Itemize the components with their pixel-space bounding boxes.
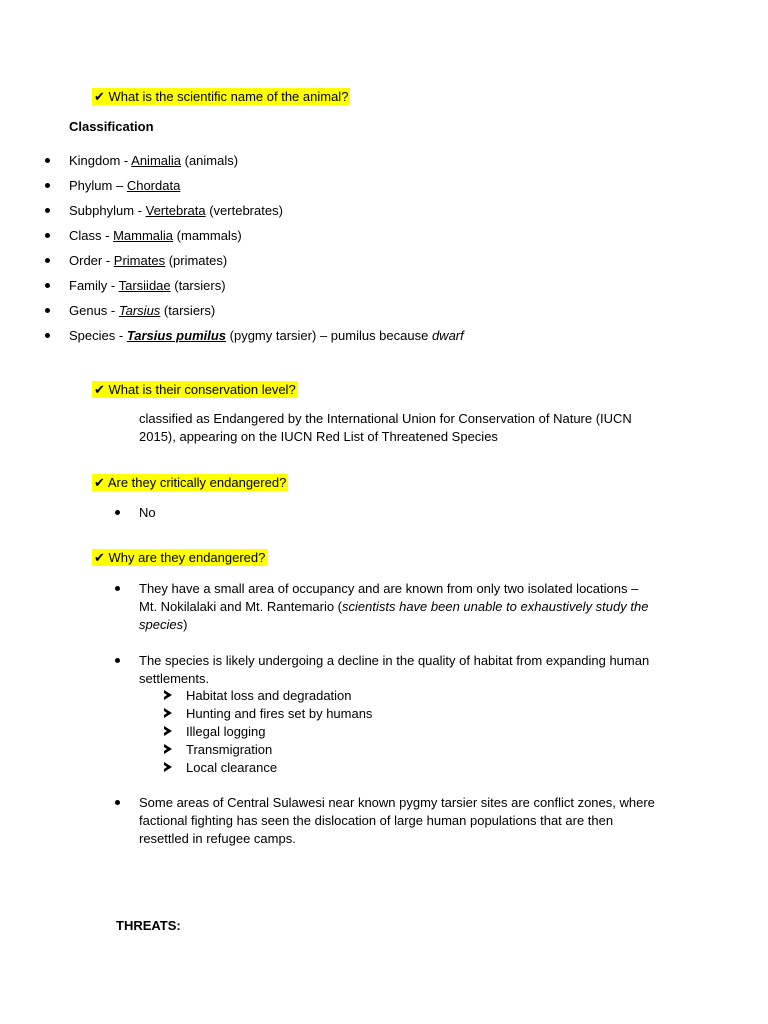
checkmark-icon: ✔ — [94, 550, 105, 565]
question-text: Are they critically endangered? — [107, 475, 287, 490]
taxonomy-item-class: Class - Mammalia (mammals) — [69, 228, 242, 243]
bullet-icon — [45, 183, 50, 188]
bullet-icon — [115, 586, 120, 591]
reason-1-line: They have a small area of occupancy and are known from only two isolated locations – — [139, 581, 639, 596]
conservation-text-line: classified as Endangered by the International Union for Conservation of Nature (IUCN — [139, 411, 632, 426]
taxonomy-item-phylum: Phylum – Chordata — [69, 178, 181, 193]
taxonomy-item-family: Family - Tarsiidae (tarsiers) — [69, 278, 226, 293]
bullet-icon — [45, 333, 50, 338]
sub-item: Hunting and fires set by humans — [186, 706, 373, 721]
critically-answer: No — [139, 505, 156, 520]
reason-2-line: settlements. — [139, 671, 210, 686]
bullet-icon — [115, 658, 120, 663]
bullet-icon — [45, 233, 50, 238]
question-why-endangered — [92, 549, 267, 566]
arrow-bullet-icon — [164, 690, 172, 700]
reason-2-line: The species is likely undergoing a decline in the quality of habitat from expanding human — [139, 653, 650, 668]
sub-item: Habitat loss and degradation — [186, 688, 352, 703]
arrow-bullet-icon — [164, 726, 172, 736]
taxonomy-item-kingdom: Kingdom - Animalia (animals) — [69, 153, 239, 168]
bullet-icon — [45, 308, 50, 313]
checkmark-icon: ✔ — [94, 89, 105, 104]
question-critically-endangered — [92, 474, 288, 491]
bullet-icon — [45, 158, 50, 163]
reason-1-line: species) — [139, 617, 188, 632]
arrow-bullet-icon — [164, 744, 172, 754]
question-conservation-level — [92, 381, 298, 398]
reason-3-line: factional fighting has seen the dislocation of large human populations that are then — [139, 813, 614, 828]
classification-heading: Classification — [69, 119, 154, 134]
bullet-icon — [45, 283, 50, 288]
question-scientific-name — [92, 88, 350, 105]
taxonomy-item-species: Species - Tarsius pumilus (pygmy tarsier) – pumilus because dwarf — [69, 328, 464, 343]
bullet-icon — [115, 510, 120, 515]
checkmark-icon: ✔ — [94, 382, 105, 397]
arrow-bullet-icon — [164, 708, 172, 718]
conservation-text-line: 2015), appearing on the IUCN Red List of Threatened Species — [139, 429, 498, 444]
question-text: What is the scientific name of the animal? — [108, 89, 349, 104]
checkmark-icon: ✔ — [94, 475, 105, 490]
sub-item: Local clearance — [186, 760, 278, 775]
taxonomy-item-subphylum: Subphylum - Vertebrata (vertebrates) — [69, 203, 283, 218]
arrow-bullet-icon — [164, 762, 172, 772]
bullet-icon — [115, 800, 120, 805]
sub-item: Illegal logging — [186, 724, 266, 739]
question-text: Why are they endangered? — [108, 550, 266, 565]
bullet-icon — [45, 258, 50, 263]
sub-item: Transmigration — [186, 742, 273, 757]
reason-3-line: Some areas of Central Sulawesi near known pygmy tarsier sites are conflict zones, where — [139, 795, 655, 810]
taxonomy-item-order: Order - Primates (primates) — [69, 253, 228, 268]
threats-heading: THREATS: — [116, 918, 181, 933]
bullet-icon — [45, 208, 50, 213]
taxonomy-item-genus: Genus - Tarsius (tarsiers) — [69, 303, 216, 318]
question-text: What is their conservation level? — [108, 382, 296, 397]
reason-1-line: Mt. Nokilalaki and Mt. Rantemario (scientists have been unable to exhaustively study the — [139, 599, 649, 614]
reason-3-line: resettled in refugee camps. — [139, 831, 296, 846]
